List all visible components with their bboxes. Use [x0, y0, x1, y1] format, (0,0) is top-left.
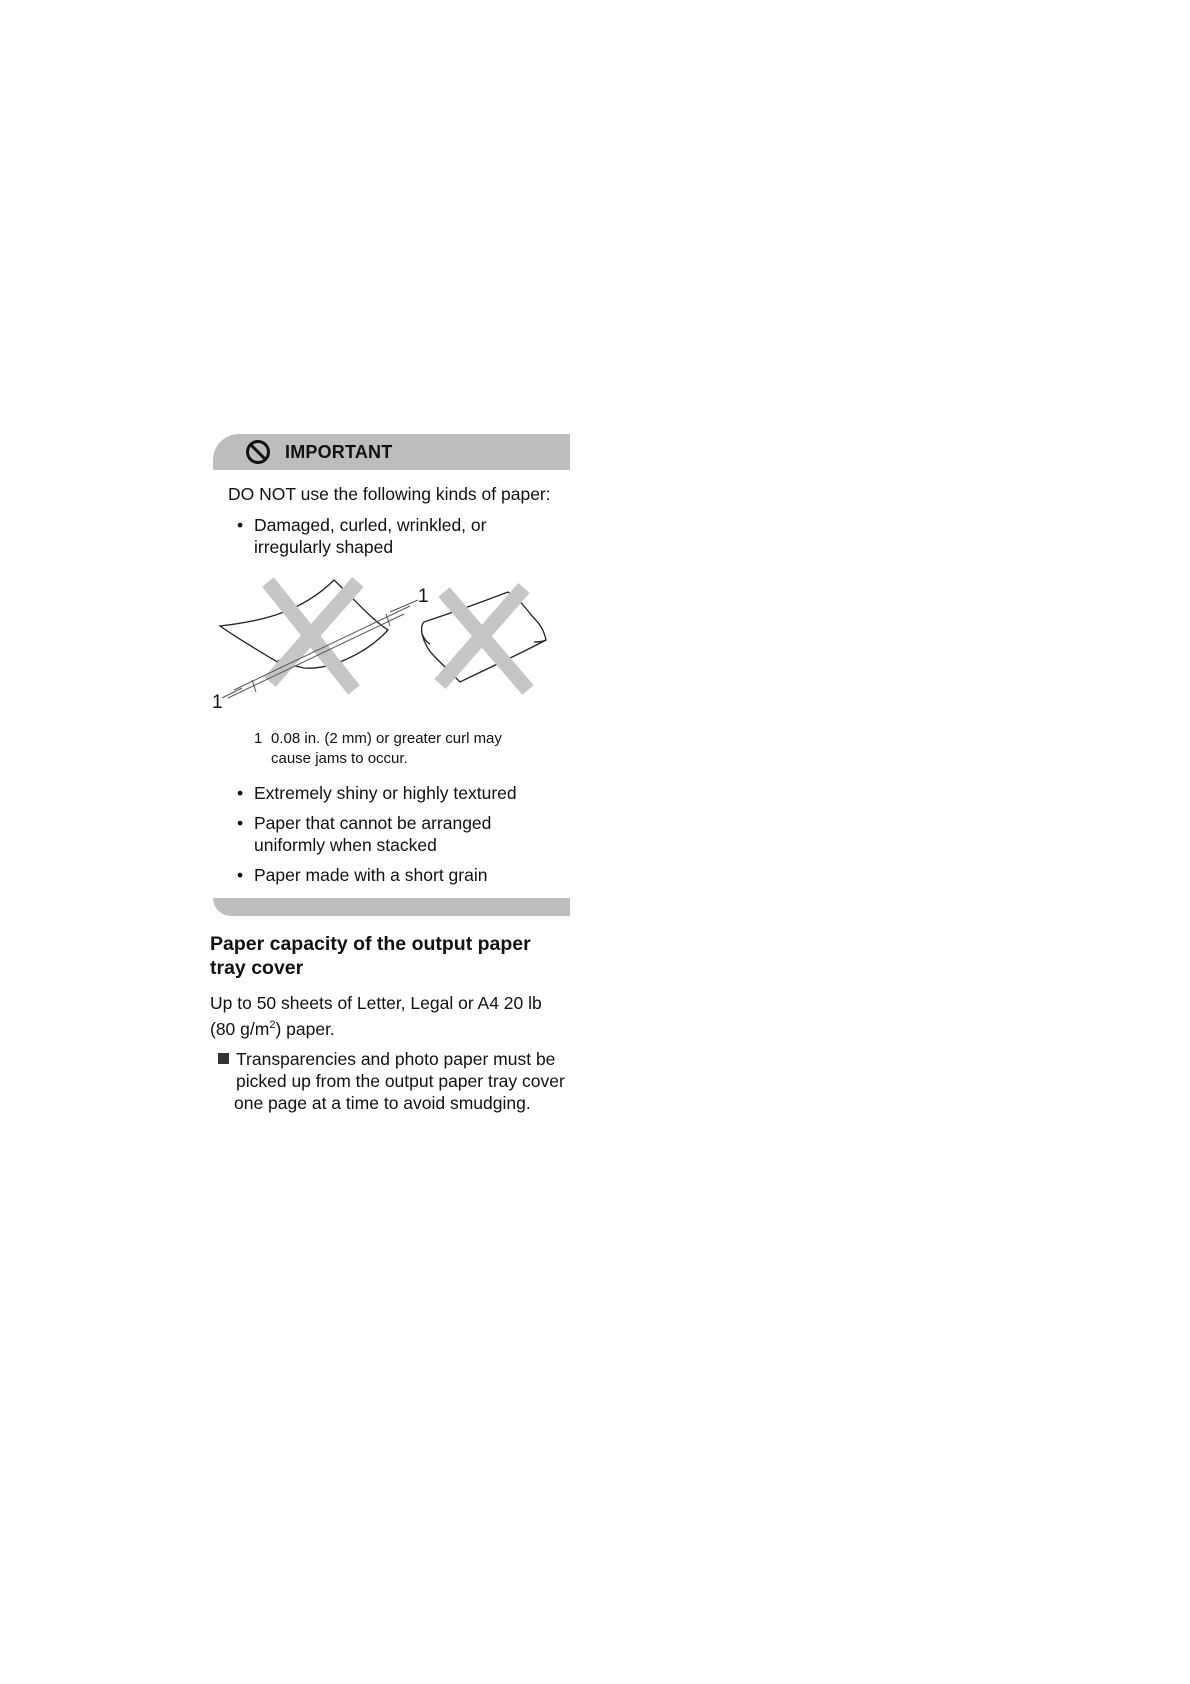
section-body: [210, 990, 580, 1042]
list-item-line: Damaged, curled, wrinkled, or: [254, 515, 487, 535]
body-line: Up to 50 sheets of Letter, Legal or A4 20 lb: [210, 993, 542, 1013]
section-heading-line: tray cover: [210, 957, 304, 979]
callout-label: 1: [212, 692, 223, 710]
important-intro: DO NOT use the following kinds of paper:: [228, 484, 551, 504]
section-heading-line: Paper capacity of the output paper: [210, 933, 531, 955]
note-line: one page at a time to avoid smudging.: [234, 1093, 531, 1113]
callout-number: 1: [254, 730, 263, 747]
bullet-dot-icon: •: [237, 783, 244, 803]
bullet-dot-icon: •: [237, 813, 244, 833]
important-footer: [213, 898, 570, 916]
callout-line: cause jams to occur.: [271, 750, 408, 767]
important-header: [213, 434, 570, 470]
list-item-line: irregularly shaped: [254, 537, 394, 557]
superscript: 2: [269, 1019, 276, 1032]
curled-paper-illustration: [208, 572, 574, 710]
list-item-line: Paper that cannot be arranged: [254, 813, 492, 833]
body-line: [210, 1016, 580, 1042]
section-heading: [210, 932, 570, 980]
body-text: ) paper.: [275, 1019, 335, 1039]
list-item-line: uniformly when stacked: [254, 835, 437, 855]
callout-line: 0.08 in. (2 mm) or greater curl may: [271, 730, 502, 747]
note-line: Transparencies and photo paper must be: [236, 1049, 556, 1069]
prohibit-icon: [245, 439, 271, 465]
list-item-line: Extremely shiny or highly textured: [254, 783, 517, 803]
list-item-line: Paper made with a short grain: [254, 865, 488, 885]
square-bullet-icon: [218, 1053, 229, 1064]
bullet-dot-icon: •: [237, 515, 244, 535]
bullet-dot-icon: •: [237, 865, 244, 885]
note-line: picked up from the output paper tray cover: [236, 1071, 565, 1091]
important-title: IMPORTANT: [285, 442, 393, 462]
body-text: (80 g/m: [210, 1019, 270, 1039]
callout-label: 1: [418, 586, 429, 607]
